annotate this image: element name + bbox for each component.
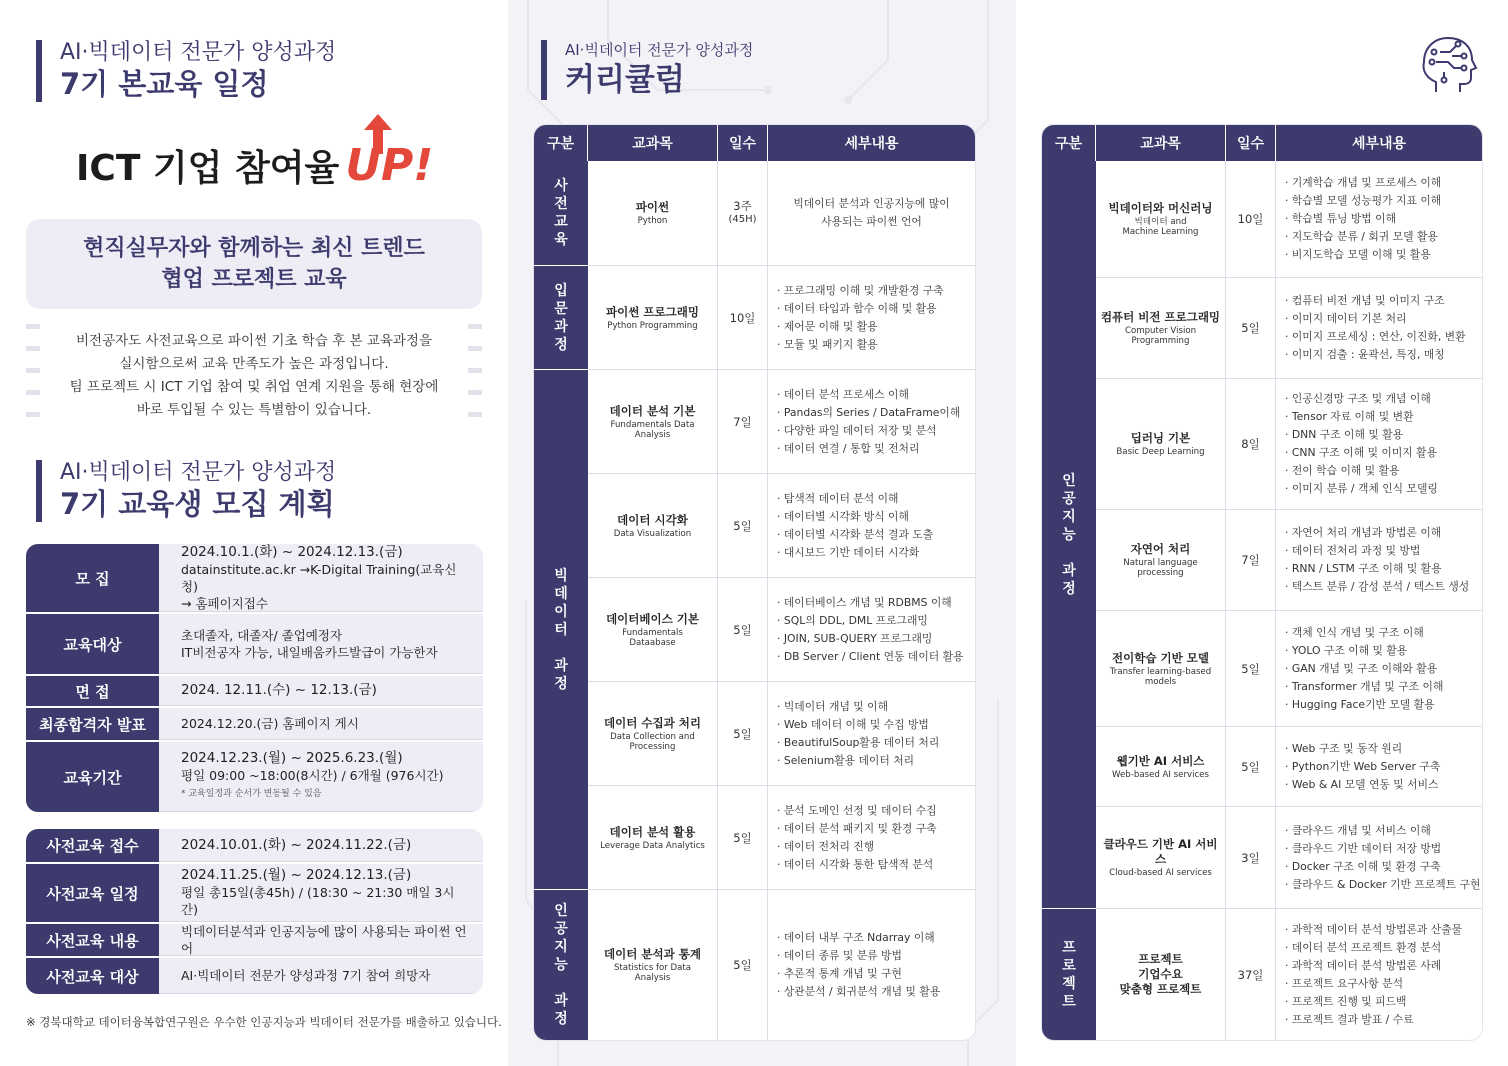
detail-line: · 클라우드 기반 데이터 저장 방법	[1285, 841, 1442, 855]
ict-participation	[76, 140, 433, 191]
detail-line: · YOLO 구조 이해 및 활용	[1285, 643, 1408, 657]
pre-row-target	[26, 958, 483, 994]
course-details	[1276, 611, 1482, 726]
detail-line: · JOIN, SUB-QUERY 프로그래밍	[777, 631, 933, 645]
recruit-subtitle: AI·빅데이터 전문가 양성과정	[60, 460, 337, 485]
subject-english: Basic Deep Learning	[1116, 447, 1205, 457]
course-subject	[1096, 807, 1226, 908]
detail-line: · 프로그래밍 이해 및 개발환경 구축	[777, 283, 944, 297]
curriculum-heading	[541, 40, 753, 100]
table-header	[534, 125, 975, 161]
subject-english: Data Collection and Processing	[610, 731, 695, 752]
course-row	[588, 266, 975, 370]
days-value: 3주	[733, 199, 752, 213]
plan-value-line: 평일 총15일(총45h) / (18:30 ~ 21:30 매일 3시간)	[181, 885, 455, 917]
course-days	[718, 890, 768, 1040]
detail-line: · Web 구조 및 동작 원리	[1285, 741, 1403, 755]
callout-line-1: 현직실무자와 함께하는 최신 트렌드	[83, 236, 425, 261]
plan-value-line: 빅데이터분석과 인공지능에 많이 사용되는 파이썬 언어	[181, 923, 467, 956]
detail-line: · RNN / LSTM 구조 이해 및 활용	[1285, 562, 1442, 575]
course-days	[718, 786, 768, 889]
days-value: 8일	[1241, 437, 1260, 451]
detail-line: · 이미지 분류 / 객체 인식 모델링	[1285, 482, 1438, 495]
category-label: 인 공 지 능 과 정	[1042, 161, 1096, 909]
plan-label: 사전교육 접수	[26, 829, 159, 862]
detail-line: · 모듈 및 패키지 활용	[777, 337, 878, 351]
category-label: 프 로 젝 트	[1042, 909, 1096, 1040]
course-details	[768, 370, 975, 473]
subject-english: Python Programming	[607, 320, 698, 331]
course-row	[588, 161, 975, 266]
detail-line: · 자연어 처리 개념과 방법론 이해	[1285, 526, 1442, 539]
category-label: 빅 데 이 터 과 정	[534, 370, 588, 890]
plan-value	[159, 614, 483, 674]
course-days	[1226, 909, 1276, 1040]
detail-line: · 데이터별 시각화 방식 이해	[777, 509, 909, 523]
subject-korean: 자연어 처리	[1130, 542, 1191, 556]
course-subject	[588, 474, 718, 577]
curriculum-table-right	[1042, 125, 1482, 1040]
detail-line: · 기계학습 개념 및 프로세스 이해	[1285, 176, 1442, 189]
detail-line: · 상관분석 / 회귀분석 개념 및 활용	[777, 985, 941, 998]
plan-value	[159, 958, 483, 994]
course-row	[1096, 807, 1482, 909]
detail-line: · 프로젝트 결과 발표 / 수료	[1285, 1012, 1414, 1026]
course-subject	[1096, 611, 1226, 726]
detail-line: · 데이터 분석 프로세스 이해	[777, 387, 909, 401]
program-description	[40, 330, 468, 422]
plan-value	[159, 708, 483, 740]
recruit-title: 7기 교육생 모집 계획	[60, 487, 335, 521]
detail-line: · Transformer 개념 및 구조 이해	[1285, 679, 1444, 693]
recruit-plan-table	[26, 544, 483, 812]
plan-value-line: 2024.12.20.(금) 홈페이지 게시	[181, 716, 359, 731]
course-details	[1276, 379, 1482, 509]
plan-value	[159, 864, 483, 922]
course-row	[588, 370, 975, 474]
subject-english: Web-based AI services	[1112, 769, 1209, 780]
course-row	[1096, 909, 1482, 1040]
schedule-heading	[36, 40, 336, 102]
detail-line: · Web 데이터 이해 및 수집 방법	[777, 717, 929, 731]
subject-korean: 프로젝트 기업수요 맞춤형 프로젝트	[1119, 952, 1202, 996]
header-cell: 구분	[534, 125, 588, 161]
plan-value	[159, 676, 483, 706]
days-value: 10일	[1237, 212, 1264, 226]
course-days	[718, 682, 768, 785]
course-rows	[588, 161, 975, 1040]
plan-value	[159, 742, 483, 812]
subject-korean: 데이터베이스 기본	[606, 611, 699, 626]
detail-line: · 데이터 연결 / 통합 및 전처리	[777, 441, 920, 455]
description-line: 비전공자도 사전교육으로 파이썬 기초 학습 후 본 교육과정을	[75, 333, 433, 349]
course-row	[588, 578, 975, 682]
detail-line: · 데이터 전처리 진행	[777, 839, 875, 853]
plan-label: 교육대상	[26, 614, 159, 674]
detail-line: · DNN 구조 이해 및 활용	[1285, 428, 1404, 441]
footnote: ※ 경북대학교 데이터융복합연구원은 우수한 인공지능과 빅데이터 전문가를 배출하고 있습니다.	[26, 1015, 502, 1029]
subject-korean: 파이썬 프로그래밍	[606, 304, 699, 319]
days-value: 10일	[729, 310, 756, 325]
days-value: 7일	[733, 414, 752, 429]
detail-line: 사용되는 파이썬 언어	[821, 215, 922, 228]
subject-korean: 데이터 시각화	[617, 512, 688, 527]
detail-line: · 클라우드 & Docker 기반 프로젝트 구현	[1285, 877, 1481, 891]
detail-line: · 전이 학습 이해 및 활용	[1285, 464, 1400, 477]
course-details	[1276, 510, 1482, 610]
detail-line: · 클라우드 개념 및 서비스 이해	[1285, 823, 1431, 837]
course-subject	[588, 266, 718, 369]
course-days	[1226, 611, 1276, 726]
plan-value-line: 2024.10.01.(화) ~ 2024.11.22.(금)	[181, 836, 412, 853]
detail-line: · 대시보드 기반 데이터 시각화	[777, 545, 920, 559]
course-subject	[1096, 510, 1226, 610]
plan-label: 사전교육 내용	[26, 924, 159, 956]
course-days	[1226, 278, 1276, 378]
course-details	[768, 161, 975, 265]
days-value: 7일	[1241, 553, 1260, 567]
course-subject	[1096, 909, 1226, 1040]
recruit-heading	[36, 460, 336, 522]
header-cell: 교과목	[588, 125, 718, 161]
pre-education-table	[26, 829, 483, 994]
left-panel	[0, 0, 508, 1066]
plan-label: 사전교육 일정	[26, 864, 159, 922]
course-row	[588, 890, 975, 1040]
course-subject	[1096, 727, 1226, 806]
subject-korean: 전이학습 기반 모델	[1112, 650, 1209, 665]
callout-line-2: 협업 프로젝트 교육	[161, 267, 347, 292]
plan-value-line: IT비전공자 가능, 내일배움카드발급이 가능한자	[181, 644, 438, 660]
ai-brain-icon	[1418, 34, 1480, 98]
header-cell: 일수	[1226, 125, 1276, 161]
course-row	[1096, 161, 1482, 278]
decor-dashes-right	[468, 324, 482, 434]
plan-value-line: 2024.11.25.(월) ~ 2024.12.13.(금)	[181, 867, 412, 883]
table-header	[1042, 125, 1482, 161]
course-days	[1226, 379, 1276, 509]
detail-line: · 이미지 프로세싱 : 연산, 이진화, 변환	[1285, 330, 1466, 343]
detail-line: · 추론적 통계 개념 및 구현	[777, 967, 902, 980]
subject-korean: 데이터 분석 활용	[609, 824, 696, 839]
subject-korean: 딥러닝 기본	[1130, 431, 1191, 445]
course-details	[1276, 727, 1482, 806]
detail-line: · 데이터 분석 프로젝트 환경 분석	[1285, 940, 1442, 954]
course-days	[718, 474, 768, 577]
decor-dashes-left	[26, 324, 40, 434]
course-details	[768, 682, 975, 785]
subject-korean: 웹기반 AI 서비스	[1116, 753, 1205, 768]
detail-line: · CNN 구조 이해 및 이미지 활용	[1285, 446, 1438, 459]
detail-line: · SQL의 DDL, DML 프로그래밍	[777, 613, 928, 627]
hours-value: (45H)	[728, 214, 757, 225]
detail-line: · Python기반 Web Server 구축	[1285, 759, 1441, 773]
detail-line: · 프로젝트 요구사항 분석	[1285, 976, 1404, 990]
course-subject	[588, 161, 718, 265]
detail-line: · 이미지 데이터 기본 처리	[1285, 312, 1407, 325]
subject-english: Computer Vision Programming	[1124, 326, 1197, 346]
pre-row-content	[26, 924, 483, 958]
detail-line: · 비지도학습 모델 이해 및 활용	[1285, 248, 1431, 261]
subject-korean: 컴퓨터 비전 프로그래밍	[1100, 310, 1221, 324]
detail-line: · 과학적 데이터 분석 방법론과 산출물	[1285, 922, 1463, 936]
plan-label: 최종합격자 발표	[26, 708, 159, 740]
plan-value-line: 2024.12.23.(월) ~ 2025.6.23.(월)	[181, 750, 403, 766]
detail-line: · Selenium활용 데이터 처리	[777, 753, 915, 767]
detail-line: · 데이터 전처리 과정 및 방법	[1285, 544, 1421, 557]
detail-line: 빅데이터 분석과 인공지능에 많이	[793, 197, 950, 210]
course-row	[588, 786, 975, 890]
plan-row-interview	[26, 676, 483, 708]
header-cell: 일수	[718, 125, 768, 161]
course-row	[588, 474, 975, 578]
subject-english: Cloud-based AI services	[1109, 868, 1212, 878]
detail-line: · 인공신경망 구조 및 개념 이해	[1285, 392, 1431, 405]
course-row	[1096, 510, 1482, 611]
days-value: 5일	[733, 518, 752, 533]
course-days	[1226, 161, 1276, 277]
plan-row-announce	[26, 708, 483, 742]
plan-value-line: 평일 09:00 ~18:00(8시간) / 6개월 (976시간)	[181, 768, 444, 783]
detail-line: · GAN 개념 및 구조 이해와 활용	[1285, 661, 1438, 675]
detail-line: · Pandas의 Series / DataFrame이해	[777, 405, 961, 419]
course-details	[768, 578, 975, 681]
detail-line: · 객체 인식 개념 및 구조 이해	[1285, 625, 1424, 639]
plan-row-recruit	[26, 544, 483, 614]
detail-line: · Tensor 자료 이해 및 변환	[1285, 410, 1414, 423]
plan-value	[159, 544, 483, 612]
subject-english: Natural language processing	[1123, 558, 1198, 578]
detail-line: · Web & AI 모델 연동 및 서비스	[1285, 777, 1439, 791]
plan-value-note: * 교육일정과 순서가 변동될 수 있음	[181, 789, 322, 799]
course-details	[1276, 278, 1482, 378]
subject-korean: 파이썬	[635, 200, 670, 214]
subject-korean: 데이터 분석 기본	[609, 403, 696, 418]
detail-line: · 빅데이터 개념 및 이해	[777, 699, 889, 713]
subject-korean: 데이터 수집과 처리	[604, 715, 701, 730]
up-text: UP!	[345, 140, 434, 191]
header-cell: 세부내용	[844, 136, 899, 152]
category-column	[1042, 161, 1096, 1040]
course-row	[1096, 727, 1482, 807]
course-row	[1096, 278, 1482, 379]
schedule-title: 7기 본교육 일정	[60, 67, 269, 101]
detail-line: · 데이터 종류 및 분류 방법	[777, 949, 902, 962]
plan-label: 교육기간	[26, 742, 159, 812]
subject-korean: 클라우드 기반 AI 서비스	[1103, 837, 1218, 866]
course-details	[1276, 909, 1482, 1040]
header-cell: 구분	[1042, 125, 1096, 161]
plan-label: 모 집	[26, 544, 159, 612]
plan-label: 면 접	[26, 676, 159, 706]
detail-line: · 데이터베이스 개념 및 RDBMS 이해	[777, 595, 952, 609]
course-days	[718, 161, 768, 265]
detail-line: · 컴퓨터 비전 개념 및 이미지 구조	[1285, 294, 1445, 307]
course-subject	[1096, 161, 1226, 277]
subject-korean: 빅데이터와 머신러닝	[1108, 201, 1213, 215]
detail-line: · 데이터 내부 구조 Ndarray 이해	[777, 931, 935, 944]
plan-value	[159, 924, 483, 956]
days-value: 5일	[733, 726, 752, 741]
plan-value-line: AI·빅데이터 전문가 양성과정 7기 참여 희망자	[181, 968, 431, 983]
course-rows	[1096, 161, 1482, 1040]
course-subject	[588, 370, 718, 473]
ict-text: ICT 기업 참여율	[76, 148, 340, 189]
course-days	[1226, 807, 1276, 908]
course-subject	[1096, 379, 1226, 509]
detail-line: · Docker 구조 이해 및 환경 구축	[1285, 859, 1441, 873]
course-row	[588, 682, 975, 786]
subject-english: Statistics for Data Analysis	[613, 963, 692, 983]
days-value: 5일	[1241, 321, 1260, 335]
plan-row-period	[26, 742, 483, 812]
detail-line: · BeautifulSoup활용 데이터 처리	[777, 735, 940, 749]
subject-english: 빅데이터 and Machine Learning	[1122, 217, 1199, 237]
trend-callout	[26, 219, 482, 309]
days-value: 5일	[1241, 661, 1260, 676]
plan-value	[159, 829, 483, 862]
detail-line: · 이미지 검출 : 윤곽선, 특징, 매칭	[1285, 348, 1445, 361]
course-days	[718, 370, 768, 473]
course-details	[768, 890, 975, 1040]
subject-english: Transfer learning-based models	[1109, 666, 1212, 687]
course-subject	[588, 786, 718, 889]
subject-korean: 데이터 분석과 통계	[604, 947, 701, 961]
description-line: 실시함으로써 교육 만족도가 높은 과정입니다.	[119, 356, 389, 372]
schedule-subtitle: AI·빅데이터 전문가 양성과정	[60, 40, 337, 65]
course-days	[718, 578, 768, 681]
description-line: 팀 프로젝트 시 ICT 기업 참여 및 취업 연계 지원을 통해 현장에	[69, 379, 439, 395]
curriculum-subtitle: AI·빅데이터 전문가 양성과정	[565, 41, 754, 59]
course-days	[1226, 510, 1276, 610]
detail-line: · Hugging Face기반 모델 활용	[1285, 697, 1435, 711]
detail-line: · 제어문 이해 및 활용	[777, 319, 878, 333]
course-details	[768, 786, 975, 889]
course-details	[768, 474, 975, 577]
course-days	[1226, 727, 1276, 806]
category-label: 사 전 교 육	[534, 161, 588, 266]
course-row	[1096, 379, 1482, 510]
detail-line: · 텍스트 분류 / 감성 분석 / 텍스트 생성	[1285, 580, 1470, 593]
pre-row-schedule	[26, 864, 483, 924]
detail-line: · 학습별 모델 성능평가 지표 이해	[1285, 194, 1442, 207]
course-subject	[588, 578, 718, 681]
subject-english: Python	[637, 216, 668, 226]
days-value: 3일	[1241, 850, 1260, 865]
course-days	[718, 266, 768, 369]
plan-value-line: datainstitute.ac.kr →K-Digital Training(교육신청)	[181, 561, 457, 594]
subject-english: Data Visualization	[613, 528, 692, 539]
header-cell: 교과목	[1096, 125, 1226, 161]
detail-line: · 다양한 파일 데이터 저장 및 분석	[777, 423, 937, 437]
detail-line: · 데이터 분석 패키지 및 환경 구축	[777, 821, 937, 835]
header-cell: 세부내용	[1351, 136, 1407, 152]
plan-value-line: → 홈페이지접수	[181, 595, 268, 611]
course-details	[768, 266, 975, 369]
detail-line: · 데이터 시각화 통한 탐색적 분석	[777, 857, 934, 871]
detail-line: · DB Server / Client 연동 데이터 활용	[777, 649, 964, 663]
plan-row-target	[26, 614, 483, 676]
days-value: 5일	[733, 958, 752, 972]
description-line: 바로 투입될 수 있는 특별함이 있습니다.	[136, 402, 372, 418]
detail-line: · 프로젝트 진행 및 피드백	[1285, 994, 1407, 1008]
pre-row-apply	[26, 829, 483, 864]
course-subject	[588, 890, 718, 1040]
curriculum-title: 커리큘럼	[565, 62, 685, 98]
course-subject	[588, 682, 718, 785]
detail-line: · 학습별 튜닝 방법 이해	[1285, 212, 1397, 225]
table-body	[1042, 161, 1482, 1040]
subject-english: Fundamentals Data Analysis	[610, 419, 695, 440]
course-subject	[1096, 278, 1226, 378]
detail-line: · 탐색적 데이터 분석 이해	[777, 491, 899, 505]
days-value: 5일	[733, 622, 752, 637]
plan-value-line: 2024. 12.11.(수) ~ 12.13.(금)	[181, 682, 377, 698]
detail-line: · 데이터 타입과 함수 이해 및 활용	[777, 301, 937, 315]
table-body	[534, 161, 975, 1040]
category-label: 인 공 지 능 과 정	[534, 890, 588, 1040]
course-row	[1096, 611, 1482, 727]
plan-value-line: 초대졸자, 대졸자/ 졸업예정자	[181, 627, 343, 643]
category-label: 입 문 과 정	[534, 266, 588, 370]
days-value: 5일	[733, 830, 752, 845]
days-value: 5일	[1241, 759, 1260, 774]
subject-english: Leverage Data Analytics	[600, 840, 705, 851]
plan-value-line: 2024.10.1.(화) ~ 2024.12.13.(금)	[181, 544, 403, 560]
days-value: 37일	[1237, 967, 1264, 982]
detail-line: · 과학적 데이터 분석 방법론 사례	[1285, 958, 1442, 972]
course-details	[1276, 807, 1482, 908]
plan-label: 사전교육 대상	[26, 958, 159, 994]
detail-line: · 지도학습 분류 / 회귀 모델 활용	[1285, 230, 1438, 243]
detail-line: · 분석 도메인 선정 및 데이터 수집	[777, 803, 937, 817]
curriculum-table-left	[534, 125, 975, 1040]
category-column	[534, 161, 588, 1040]
course-details	[1276, 161, 1482, 277]
subject-english: Fundamentals Dataabase	[622, 627, 683, 648]
detail-line: · 데이터별 시각화 분석 결과 도출	[777, 527, 934, 541]
